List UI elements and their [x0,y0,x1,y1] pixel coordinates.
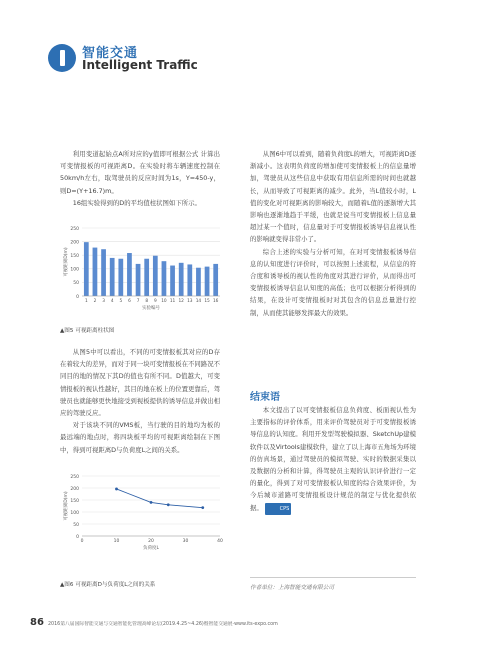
x-tick-label: 2 [93,299,97,304]
bar [101,249,106,296]
bar [118,259,123,296]
y-tick-label: 50 [73,522,79,528]
x-axis-label: 负荷度L [142,546,160,550]
paragraph [250,404,416,515]
x-tick-label: 14 [195,299,202,304]
data-point [167,503,170,506]
data-point [115,488,118,491]
y-tick-label: 50 [73,281,79,287]
bar [144,259,149,296]
y-tick-label: 0 [76,294,79,300]
line-chart [60,470,230,550]
x-tick-label: 9 [153,299,157,304]
page-number: 86 [30,617,44,628]
bar [205,267,210,296]
paragraph: 16组实验得到的D的平均值柱状图如下所示。 [72,198,201,207]
footer-text: 2016第八届国际智能交通与交通智能化管理高峰论坛(2019.4.25~4.26)暨智能交通展·www.its-expo.com [48,622,278,627]
section-title-en: Intelligent Traffic [82,58,198,72]
paragraph: 综合上述的实验与分析可知，在对可变情报板诱导信息的认知度进行评价时，可以按照上述流程，从信息的符合度和诱导板的视认性的角度对其进行评价，从而得出可变情报板诱导信息认知度的高低；也可以根据分析得到的结果，在设计可变情报板时对其包含的信息总量进行控制，从而使其能够发挥最大的效果。 [250,247,416,317]
author-affiliation: 作者单位：上海智能交通有限公司 [250,585,334,591]
x-tick-label: 4 [110,299,114,304]
bar [153,256,158,296]
bar [127,253,132,296]
bar [110,258,115,296]
x-tick-label: 40 [217,539,223,544]
x-tick-label: 13 [187,299,193,304]
y-tick-label: 0 [76,534,79,540]
y-tick-label: 150 [70,254,79,259]
bar [84,242,89,296]
x-tick-label: 11 [169,299,176,304]
paragraph: 对于该块不同的VMS板，当行驶的目的地均为板的最远端的地点时，将四块板平均的可视距离绘制在下图中，得到可视距离D与负荷度L之间的关系。 [60,421,220,454]
bar [187,264,192,296]
x-tick-label: 8 [145,299,149,304]
y-tick-label: 200 [70,486,79,492]
x-tick-label: 30 [182,539,189,544]
y-tick-label: 250 [70,226,79,232]
bar [162,261,167,296]
data-point [201,506,204,509]
x-tick-label: 6 [128,299,131,304]
y-tick-label: 100 [70,267,79,273]
right-column-top [250,148,416,319]
conclusion-body [250,404,416,515]
y-tick-label: 200 [70,240,79,246]
section-logo-icon [48,44,76,72]
conclusion-heading: 结束语 [250,392,280,403]
x-axis-label: 实验编号 [142,306,160,311]
x-tick-label: 15 [204,299,210,304]
bar-chart [60,222,225,312]
bar [93,248,98,296]
left-column-bottom [60,346,220,456]
x-tick-label: 1 [84,299,88,304]
bar [170,266,175,296]
y-tick-label: 100 [70,510,79,516]
figure-caption: ▲图6 可视距离D与负荷度L之间的关系 [60,582,156,588]
paragraph: 利用变道起始点A所对应的y值即可根据公式 计算出可变情报板的可视距离D。在实验时将车辆速度控制在50km/h左右，取驾驶员的反应时间为1s，Y=450-y，则D=(Y+16.7)m。 [60,150,220,195]
y-tick-label: 250 [70,474,79,480]
y-axis-label: 可视距离D(m) [64,247,69,277]
x-tick-label: 10 [113,539,120,544]
x-tick-label: 7 [136,299,140,304]
x-tick-label: 3 [102,299,105,304]
bar [179,263,184,296]
bar [136,264,141,296]
paragraph: 从图5中可以看出，不同的可变情报板其对应的D存在着较大的差异，而对于同一块可变情报板在不同路况不同目的地的情况下其D的值也有所不同。D值越大，可变情报板的视认性越好，其目的地在板上的位置更靠后，驾驶员也就能够更快地接受到视板提供的诱导信息并做出相应的驾驶反应。 [60,348,220,418]
x-tick-label: 16 [212,299,219,304]
bar [213,264,218,296]
x-tick-label: 12 [178,299,184,304]
y-axis-label: 可视距离D(m) [64,491,69,521]
y-tick-label: 150 [70,498,79,504]
divider [250,577,416,578]
x-tick-label: 20 [148,539,154,544]
bar [196,268,201,296]
section-title-cn: 智能交通 [82,46,139,61]
paragraph: 从图6中可以看到，随着负荷度L的增大，可视距离D逐渐减小。这表明负荷度的增加使可变情报板上的信息量增加，驾驶员从这些信息中获取有用信息所需的时间也就越长，从而导致了可视距离的减少。此外，当L值较小时，L值的变化对可视距离的影响较大，而随着L值的逐渐增大其影响也逐渐地趋于平缓，也就是说当可变情报板上信息量超过某一个值时，信息量对于可变情报板诱导信息视认性的影响就变得非常小了。 [250,150,416,244]
figure-caption: ▲图5 可视距离柱状图 [60,328,115,334]
x-tick-label: 0 [80,539,84,544]
series-line [117,489,203,508]
x-tick-label: 10 [161,299,167,304]
end-badge: CPS [265,503,291,515]
left-column-top [60,148,220,209]
data-point [150,501,153,504]
conclusion-text: 本文提出了以可变情报板信息负荷度、板面视认性为主要指标的评价体系，用来评价驾驶员对于可变情报板诱导信息的认知度。利用开发型驾驶模拟器、SketchUp建模软件以及Virtools建模软件，建立了以上海市五角场为环境的仿真场景，通过驾驶员的模拟驾驶、实时的数据采集以及数据的分析和计算，得驾驶员主观的认识评价进行一定的量化，得到了对可变情报板认知度的综合效果评价，为今后城市道路可变情报板设计规范的制定与优化提供依据。 [250,406,416,512]
x-tick-label: 5 [119,299,123,304]
